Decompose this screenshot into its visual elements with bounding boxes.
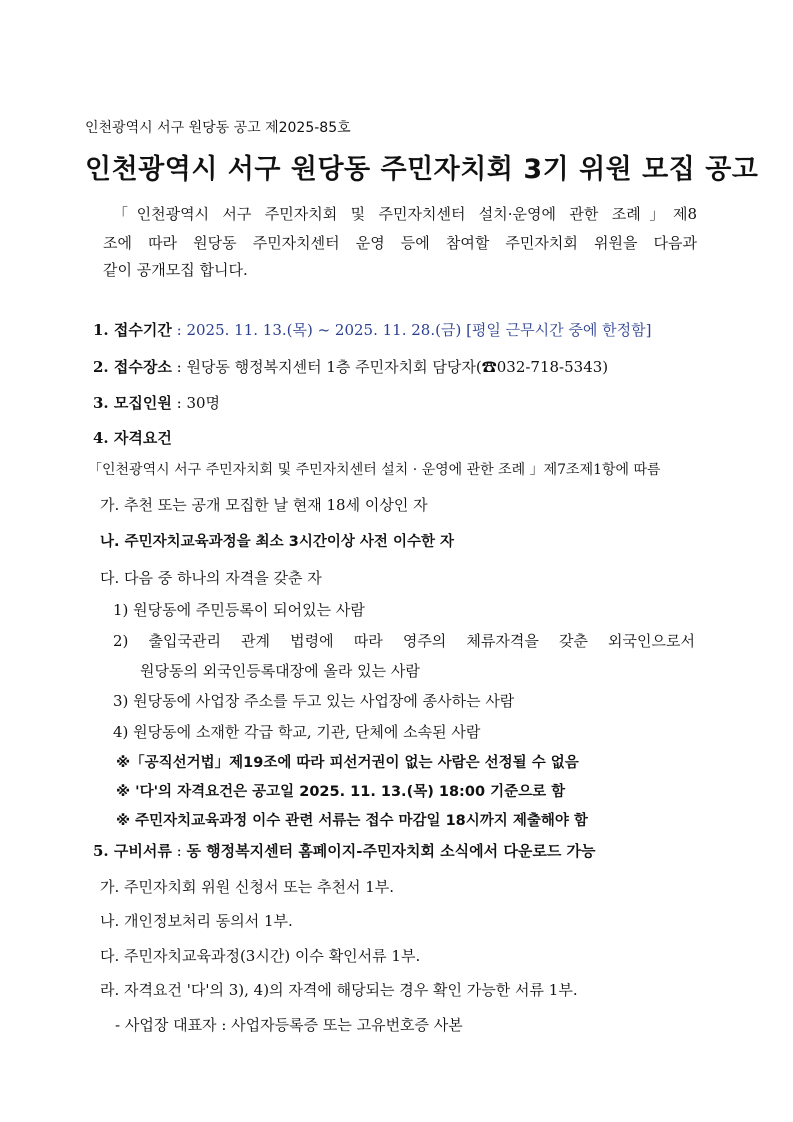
intro-line-1: 「인천광역시 서구 주민자치회 및 주민자치센터 설치·운영에 관한 조례」제8 <box>113 205 697 223</box>
place-sep: : <box>171 358 187 376</box>
place-value: 원당동 행정복지센터 1층 주민자치회 담당자(☎032-718-5343) <box>186 358 609 376</box>
page-title: 인천광역시 서구 원당동 주민자치회 3기 위원 모집 공고 <box>85 154 759 185</box>
docs-item: 라. 자격요건 '다'의 3), 4)의 자격에 해당되는 경우 확인 가능한 서류 1부. <box>100 981 578 999</box>
qual-note: ※ '다'의 자격요건은 공고일 2025. 11. 13.(목) 18:00 기준으로 함 <box>116 784 566 800</box>
qual-subitem: 4) 원당동에 소재한 각급 학교, 기관, 단체에 소속된 사람 <box>113 723 481 741</box>
qual-subitem-cont: 원당동의 외국인등록대장에 올라 있는 사람 <box>140 662 420 680</box>
place-label: 2. 접수장소 <box>93 358 172 376</box>
docs-item: 다. 주민자치교육과정(3시간) 이수 확인서류 1부. <box>100 947 421 965</box>
docs-item: 나. 개인정보처리 동의서 1부. <box>100 912 293 930</box>
section-count <box>93 393 220 413</box>
qual-item: 나. 주민자치교육과정을 최소 3시간이상 사전 이수한 자 <box>100 534 455 550</box>
intro-line-3: 같이 공개모집 합니다. <box>103 261 248 279</box>
section-period <box>93 320 651 340</box>
period-value: 2025. 11. 13.(목) ~ 2025. 11. 28.(금) [평일 근무시간 중에 한정함] <box>186 321 652 339</box>
docs-item: 가. 주민자치회 위원 신청서 또는 추천서 1부. <box>100 878 395 896</box>
count-label: 3. 모집인원 <box>93 394 172 412</box>
notice-number: 인천광역시 서구 원당동 공고 제2025-85호 <box>85 120 351 136</box>
period-label: 1. 접수기간 <box>93 321 172 339</box>
qual-basis: 「인천광역시 서구 주민자치회 및 주민자치센터 설치 · 운영에 관한 조례 」제7조제1항에 따름 <box>88 462 661 478</box>
qual-item: 다. 다음 중 하나의 자격을 갖춘 자 <box>100 569 322 587</box>
count-value: 30명 <box>186 394 221 412</box>
docs-subitem: - 사업장 대표자 : 사업자등록증 또는 고유번호증 사본 <box>115 1016 463 1034</box>
count-sep: : <box>171 394 187 412</box>
docs-sep: : <box>171 842 187 860</box>
section-docs <box>93 841 596 861</box>
docs-label: 5. 구비서류 <box>93 842 172 860</box>
qual-note: ※「공직선거법」제19조에 따라 피선거권이 없는 사람은 선정될 수 없음 <box>116 755 579 771</box>
qual-subitem: 3) 원당동에 사업장 주소를 두고 있는 사업장에 종사하는 사람 <box>113 692 515 710</box>
section-place <box>93 357 608 377</box>
qual-item: 가. 추천 또는 공개 모집한 날 현재 18세 이상인 자 <box>100 496 428 514</box>
qual-subitem: 2) 출입국관리 관계 법령에 따라 영주의 체류자격을 갖춘 외국인으로서 <box>113 632 695 650</box>
docs-value: 동 행정복지센터 홈페이지-주민자치회 소식에서 다운로드 가능 <box>186 842 596 860</box>
qual-note: ※ 주민자치교육과정 이수 관련 서류는 접수 마감일 18시까지 제출해야 함 <box>116 813 588 829</box>
qual-subitem: 1) 원당동에 주민등록이 되어있는 사람 <box>113 601 365 619</box>
intro-line-2: 조에 따라 원당동 주민자치센터 운영 등에 참여할 주민자치회 위원을 다음과 <box>103 234 697 252</box>
period-sep: : <box>171 321 187 339</box>
qual-label: 4. 자격요건 <box>93 429 172 447</box>
